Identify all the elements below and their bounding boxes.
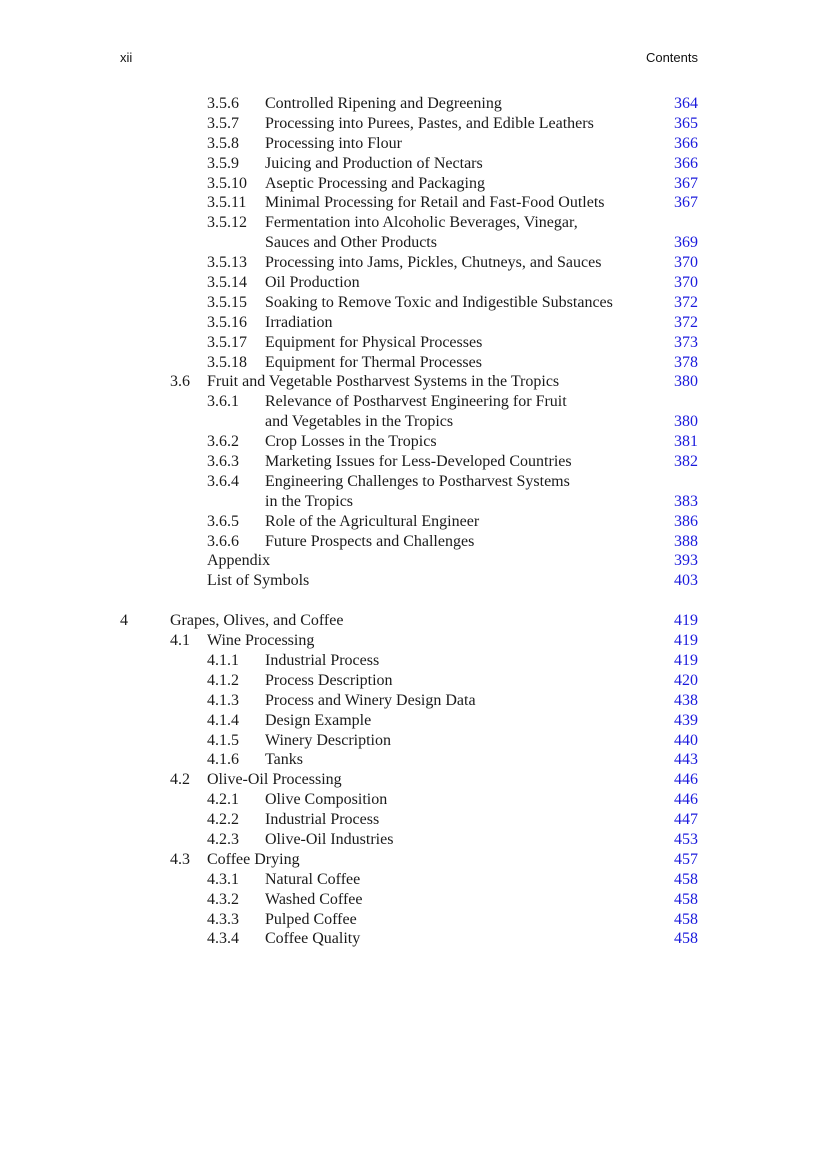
toc-entry [0,273,815,293]
toc-entry-number: 4.3.3 [207,910,239,928]
toc-section-entry [0,850,815,870]
toc-page-link[interactable]: 458 [674,870,698,888]
table-of-contents [0,94,815,949]
toc-entry-title: Irradiation [265,313,333,331]
toc-entry-title: Marketing Issues for Less-Developed Countries [265,453,572,471]
toc-entry [0,174,815,194]
toc-entry-title: Olive Composition [265,791,388,809]
toc-entry-number: 3.6.3 [207,453,239,471]
toc-entry-number: 3.6.4 [207,472,239,490]
toc-entry-title: Crop Losses in the Tropics [265,433,437,451]
toc-entry [0,731,815,751]
toc-entry-title: Equipment for Thermal Processes [265,353,482,371]
toc-entry-number: 4.3.1 [207,870,239,888]
toc-entry-title: Processing into Jams, Pickles, Chutneys, and Sauces [265,254,602,272]
toc-entry-number: 3.6.6 [207,532,239,550]
toc-entry-title: Processing into Purees, Pastes, and Edible Leathers [265,114,594,132]
toc-entry [0,114,815,134]
toc-entry-title: Coffee Drying [207,850,300,868]
toc-entry [0,750,815,770]
toc-entry-number: 3.5.8 [207,134,239,152]
toc-entry-title: Washed Coffee [265,890,363,908]
toc-page-link[interactable]: 419 [674,612,698,630]
toc-entry [0,333,815,353]
toc-entry [0,313,815,333]
toc-entry-number: 4.1.1 [207,651,239,669]
toc-entry-number: 4.2.2 [207,811,239,829]
toc-entry-title: Engineering Challenges to Postharvest Systems [265,472,570,490]
toc-page-link[interactable]: 380 [674,413,698,431]
toc-chapter-entry [0,611,815,631]
toc-entry-title: Minimal Processing for Retail and Fast-Food Outlets [265,194,605,212]
toc-entry-number: 3.5.12 [207,214,247,232]
toc-entry-title: Pulped Coffee [265,910,357,928]
page-number: xii [120,50,133,65]
toc-entry-number: 3.6 [170,373,190,391]
page-header [120,50,698,70]
toc-page-link[interactable]: 458 [674,910,698,928]
toc-entry-number: 3.5.6 [207,95,239,112]
toc-entry-title: Fermentation into Alcoholic Beverages, Vinegar, [265,214,578,232]
toc-page-link[interactable]: 372 [674,293,698,311]
toc-entry-title: Future Prospects and Challenges [265,532,475,550]
toc-entry [0,392,815,412]
toc-entry-number: 3.5.7 [207,114,239,132]
toc-entry-number: 3.5.10 [207,174,247,192]
toc-entry-number: 3.5.13 [207,254,247,272]
toc-entry [0,810,815,830]
toc-entry-title: Tanks [265,751,303,769]
toc-entry-number: 4.2.1 [207,791,239,809]
toc-page-link[interactable]: 446 [674,771,698,789]
toc-section-entry [0,372,815,392]
toc-entry [0,134,815,154]
toc-entry-title: Controlled Ripening and Degreening [265,95,502,112]
toc-entry-number: 4.3 [170,850,190,868]
toc-page-link[interactable]: 372 [674,313,698,331]
toc-page-link[interactable]: 403 [674,572,698,590]
toc-page-link[interactable]: 383 [674,492,698,510]
toc-entry [0,910,815,930]
toc-entry-title: Design Example [265,711,372,729]
toc-entry-title: Grapes, Olives, and Coffee [170,612,344,630]
toc-page-link[interactable]: 388 [674,532,698,550]
toc-entry-continuation [0,233,815,253]
toc-page-link[interactable]: 373 [674,333,698,351]
toc-entry-number: 3.6.1 [207,393,239,411]
toc-page-link[interactable]: 440 [674,731,698,749]
toc-entry-title: Industrial Process [265,651,380,669]
toc-entry-number: 4.1.3 [207,691,239,709]
toc-entry [0,651,815,671]
toc-entry-number: 4.1.6 [207,751,239,769]
toc-entry [0,154,815,174]
toc-page-link[interactable]: 386 [674,512,698,530]
toc-entry [0,293,815,313]
toc-entry-number: 3.5.9 [207,154,239,172]
toc-page-link[interactable]: 367 [674,194,698,212]
toc-entry-number: 4.1.2 [207,671,239,689]
toc-page-link[interactable]: 381 [674,433,698,451]
toc-page-link[interactable]: 458 [674,890,698,908]
toc-entry [0,929,815,949]
toc-entry-title: Sauces and Other Products [265,234,437,252]
toc-page-link[interactable]: 439 [674,711,698,729]
toc-entry-number: 3.5.16 [207,313,247,331]
toc-page-link[interactable]: 364 [674,95,698,112]
toc-entry-title: Industrial Process [265,811,380,829]
toc-entry-title: Process and Winery Design Data [265,691,476,709]
toc-entry-title: Olive-Oil Processing [207,771,342,789]
toc-page-link[interactable]: 447 [674,811,698,829]
toc-page-link[interactable]: 438 [674,691,698,709]
toc-entry-number: 3.6.2 [207,433,239,451]
toc-entry-title: Process Description [265,671,393,689]
toc-page-link[interactable]: 366 [674,134,698,152]
toc-entry [0,890,815,910]
toc-entry-number: 4.3.2 [207,890,239,908]
toc-entry-continuation [0,492,815,512]
toc-page-link[interactable]: 419 [674,632,698,650]
toc-page-link[interactable]: 370 [674,274,698,292]
toc-entry [0,532,815,552]
toc-page-link[interactable]: 382 [674,453,698,471]
toc-entry-title: Juicing and Production of Nectars [265,154,483,172]
toc-entry-number: 4.1.5 [207,731,239,749]
toc-entry-title: in the Tropics [265,492,354,510]
toc-entry-number: 4.2.3 [207,830,239,848]
toc-entry [0,432,815,452]
toc-entry [0,691,815,711]
toc-entry [0,193,815,213]
toc-page-link[interactable]: 393 [674,552,698,570]
toc-entry-title: Soaking to Remove Toxic and Indigestible Substances [265,293,613,311]
toc-page-link[interactable]: 369 [674,234,698,252]
toc-entry-title: Role of the Agricultural Engineer [265,512,480,530]
toc-entry-number: 4.2 [170,771,190,789]
toc-entry [0,472,815,492]
toc-entry-title: Aseptic Processing and Packaging [265,174,485,192]
toc-entry-title: and Vegetables in the Tropics [265,413,454,431]
toc-entry [0,671,815,691]
toc-page-link[interactable]: 443 [674,751,698,769]
toc-entry [0,571,815,591]
toc-entry [0,253,815,273]
toc-page-link[interactable]: 367 [674,174,698,192]
toc-entry [0,512,815,532]
toc-entry [0,94,815,114]
toc-entry-title: Wine Processing [207,632,315,650]
toc-entry-title: Winery Description [265,731,391,749]
toc-entry-title: Olive-Oil Industries [265,830,394,848]
toc-entry-title: Processing into Flour [265,134,402,152]
toc-entry-continuation [0,412,815,432]
toc-page-link[interactable]: 378 [674,353,698,371]
toc-page-link[interactable]: 370 [674,254,698,272]
toc-page-link[interactable]: 420 [674,671,698,689]
toc-page-link[interactable]: 457 [674,850,698,868]
toc-entry-number: 3.5.14 [207,274,247,292]
toc-page-link[interactable]: 446 [674,791,698,809]
toc-entry [0,213,815,233]
toc-section-entry [0,770,815,790]
toc-entry [0,551,815,571]
toc-entry-number: 3.5.18 [207,353,247,371]
running-title: Contents [645,50,698,65]
toc-entry [0,790,815,810]
toc-entry-number: 3.5.11 [207,194,247,212]
toc-entry-title: Coffee Quality [265,930,361,948]
toc-entry [0,452,815,472]
toc-entry-number: 4.1 [170,632,190,650]
toc-entry-title: Fruit and Vegetable Postharvest Systems in the Tropics [207,373,560,391]
toc-entry-title: Natural Coffee [265,870,361,888]
toc-page-link[interactable]: 380 [674,373,698,391]
toc-entry-number: 3.5.15 [207,293,247,311]
toc-entry-title: Oil Production [265,274,360,292]
toc-entry-title: Equipment for Physical Processes [265,333,483,351]
toc-page-link[interactable]: 453 [674,830,698,848]
toc-page-link[interactable]: 419 [674,651,698,669]
toc-entry-title: List of Symbols [207,572,310,590]
toc-entry-number: 4 [120,612,128,630]
toc-entry [0,353,815,373]
toc-entry-number: 3.5.17 [207,333,247,351]
toc-entry-title: Appendix [207,552,271,570]
toc-page-link[interactable]: 366 [674,154,698,172]
toc-entry-number: 3.6.5 [207,512,239,530]
toc-entry-number: 4.1.4 [207,711,239,729]
toc-entry-number: 4.3.4 [207,930,239,948]
toc-entry-title: Relevance of Postharvest Engineering for Fruit [265,393,567,411]
toc-entry [0,711,815,731]
toc-page-link[interactable]: 365 [674,114,698,132]
toc-entry [0,870,815,890]
toc-page-link[interactable]: 458 [674,930,698,948]
toc-section-entry [0,631,815,651]
toc-entry [0,830,815,850]
